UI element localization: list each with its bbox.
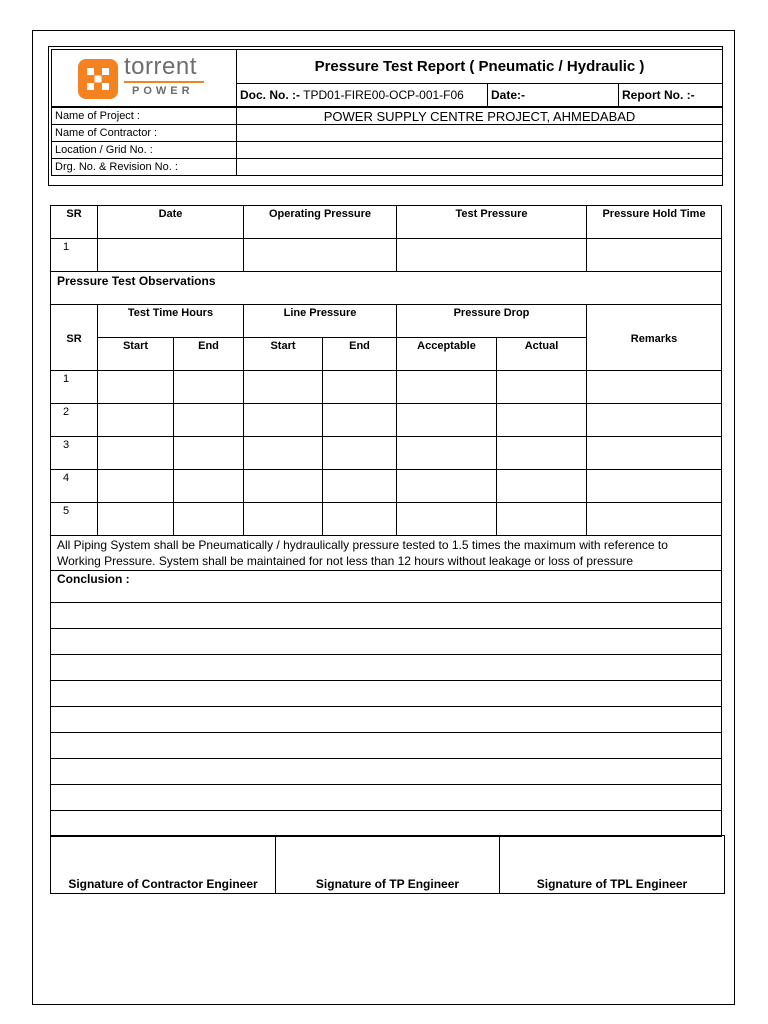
report-title: Pressure Test Report ( Pneumatic / Hydraulic ): [237, 50, 723, 84]
torrent-logo-icon: [78, 59, 118, 99]
table-cell[interactable]: [497, 437, 587, 470]
drawing-number-value[interactable]: [237, 159, 723, 176]
col-header-date: Date: [98, 206, 244, 239]
observations-title: Pressure Test Observations: [51, 272, 722, 305]
signature-table: [50, 835, 725, 894]
col-header-pressure-hold-time: Pressure Hold Time: [587, 206, 722, 239]
row-sr: 5: [51, 503, 98, 536]
obs-header-acceptable: Acceptable: [397, 338, 497, 371]
operating-pressure-cell[interactable]: [244, 239, 397, 272]
table-cell[interactable]: [497, 470, 587, 503]
table-cell[interactable]: [98, 404, 174, 437]
row-sr: 4: [51, 470, 98, 503]
obs-header-remarks: Remarks: [587, 305, 722, 371]
table-cell[interactable]: [244, 437, 323, 470]
row-sr: 3: [51, 437, 98, 470]
test-requirement-note: All Piping System shall be Pneumatically / hydraulically pressure tested to 1.5 times the maximum with reference to Working Pressure. System shall be maintained for not less than 12 hours without leakage or loss of pressure: [51, 536, 722, 571]
conclusion-line[interactable]: [51, 655, 722, 681]
table-cell[interactable]: [174, 371, 244, 404]
table-cell[interactable]: [244, 503, 323, 536]
obs-header-time-end: End: [174, 338, 244, 371]
hold-time-cell[interactable]: [587, 239, 722, 272]
tp-engineer-signature[interactable]: Signature of TP Engineer: [276, 836, 500, 894]
table-cell[interactable]: [397, 371, 497, 404]
table-row: [51, 239, 722, 272]
table-row: [51, 437, 722, 470]
table-cell[interactable]: [497, 404, 587, 437]
table-cell[interactable]: [174, 404, 244, 437]
conclusion-line[interactable]: [51, 811, 722, 837]
table-cell[interactable]: [98, 371, 174, 404]
conclusion-line[interactable]: [51, 707, 722, 733]
logo-wordmark: torrent: [124, 53, 197, 80]
obs-header-pressure-end: End: [323, 338, 397, 371]
test-pressure-cell[interactable]: [397, 239, 587, 272]
table-cell[interactable]: [397, 503, 497, 536]
conclusion-line[interactable]: [51, 733, 722, 759]
torrent-power-logo: [52, 50, 234, 106]
contractor-name-value[interactable]: [237, 125, 723, 142]
table-cell[interactable]: [323, 503, 397, 536]
col-header-operating-pressure: Operating Pressure: [244, 206, 397, 239]
table-cell[interactable]: [397, 404, 497, 437]
conclusion-line[interactable]: [51, 603, 722, 629]
table-row: [51, 503, 722, 536]
obs-header-line-pressure: Line Pressure: [244, 305, 397, 338]
logo-underline: [124, 81, 204, 83]
obs-header-test-time-hours: Test Time Hours: [98, 305, 244, 338]
drawing-number-label: Drg. No. & Revision No. :: [52, 159, 237, 176]
table-cell[interactable]: [174, 470, 244, 503]
table-cell[interactable]: [497, 371, 587, 404]
date-cell[interactable]: [98, 239, 244, 272]
project-name-label: Name of Project :: [52, 107, 237, 125]
table-cell[interactable]: [323, 404, 397, 437]
obs-header-pressure-start: Start: [244, 338, 323, 371]
obs-header-pressure-drop: Pressure Drop: [397, 305, 587, 338]
table-row: [51, 371, 722, 404]
table-cell[interactable]: [587, 404, 722, 437]
row-sr: 2: [51, 404, 98, 437]
table-cell[interactable]: [587, 371, 722, 404]
table-cell[interactable]: [98, 503, 174, 536]
tpl-engineer-signature[interactable]: Signature of TPL Engineer: [500, 836, 725, 894]
obs-header-time-start: Start: [98, 338, 174, 371]
location-label: Location / Grid No. :: [52, 142, 237, 159]
table-cell[interactable]: [397, 437, 497, 470]
table-cell[interactable]: [98, 437, 174, 470]
row-sr: 1: [51, 239, 98, 272]
table-cell[interactable]: [323, 437, 397, 470]
form-header: [48, 46, 723, 186]
table-cell[interactable]: [174, 437, 244, 470]
logo-subtitle: POWER: [132, 85, 194, 97]
col-header-test-pressure: Test Pressure: [397, 206, 587, 239]
project-name-value[interactable]: POWER SUPPLY CENTRE PROJECT, AHMEDABAD: [237, 107, 723, 125]
doc-number-label: Doc. No. :-: [240, 88, 300, 102]
obs-header-sr: SR: [51, 305, 98, 371]
conclusion-line[interactable]: [51, 759, 722, 785]
doc-number: [237, 84, 488, 108]
table-cell[interactable]: [244, 404, 323, 437]
doc-number-value: TPD01-FIRE00-OCP-001-F06: [303, 88, 464, 102]
col-header-sr: SR: [51, 206, 98, 239]
contractor-name-label: Name of Contractor :: [52, 125, 237, 142]
table-cell[interactable]: [244, 470, 323, 503]
location-value[interactable]: [237, 142, 723, 159]
table-cell[interactable]: [244, 371, 323, 404]
table-cell[interactable]: [587, 437, 722, 470]
table-row: [51, 404, 722, 437]
conclusion-line[interactable]: [51, 629, 722, 655]
row-sr: 1: [51, 371, 98, 404]
contractor-engineer-signature[interactable]: Signature of Contractor Engineer: [51, 836, 276, 894]
obs-header-actual: Actual: [497, 338, 587, 371]
table-cell[interactable]: [323, 470, 397, 503]
table-cell[interactable]: [397, 470, 497, 503]
table-cell[interactable]: [174, 503, 244, 536]
table-row: [51, 470, 722, 503]
table-cell[interactable]: [497, 503, 587, 536]
conclusion-line[interactable]: [51, 785, 722, 811]
conclusion-label: Conclusion :: [51, 571, 722, 603]
conclusion-line[interactable]: [51, 681, 722, 707]
date-field[interactable]: Date:-: [488, 84, 619, 108]
table-cell[interactable]: [323, 371, 397, 404]
report-number-field[interactable]: Report No. :-: [619, 84, 723, 108]
pressure-test-table: [50, 205, 722, 837]
table-cell[interactable]: [587, 503, 722, 536]
table-cell[interactable]: [587, 470, 722, 503]
logo-cell: [52, 50, 237, 108]
table-cell[interactable]: [98, 470, 174, 503]
header-table: [51, 49, 723, 176]
